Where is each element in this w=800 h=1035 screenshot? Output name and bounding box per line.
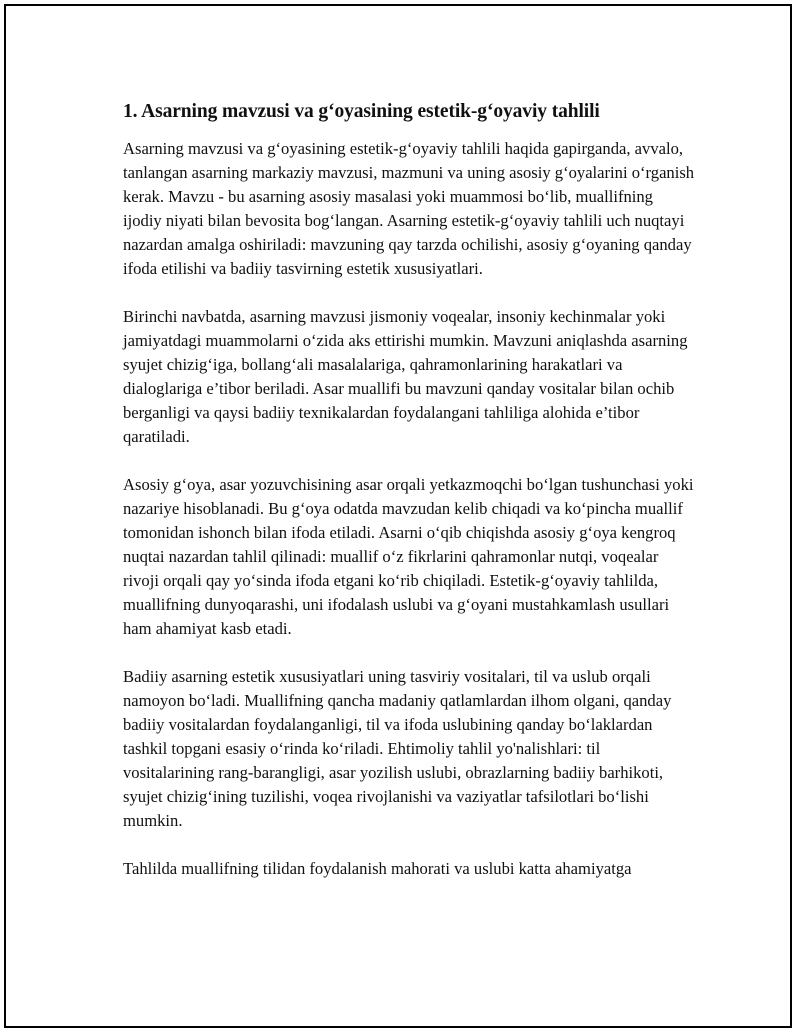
paragraph-1: Asarning mavzusi va g‘oyasining estetik-g‘oyaviy tahlili haqida gapirganda, avvalo, tanlangan asarning markaziy mavzusi, mazmuni va uning asosiy g‘oyalarini o‘rganish kerak. Mavzu - bu asarning asosiy masalasi yoki muammosi bo‘lib, muallifning ijodiy niyati bilan bevosita bog‘langan. Asarning estetik-g‘oyaviy tahlili uch nuqtayi nazardan amalga oshiriladi: mavzuning qay tarzda ochilishi, asosiy g‘oyaning qanday ifoda etilishi va badiiy tasvirning estetik xususiyatlari. [123,139,695,278]
section-title: 1. Asarning mavzusi va g‘oyasining estetik-g‘oyaviy tahlili [123,101,600,122]
page-frame [4,4,792,1028]
paragraph-2: Birinchi navbatda, asarning mavzusi jismoniy voqealar, insoniy kechinmalar yoki jamiyatdagi muammolarni o‘zida aks ettirishi mumkin. Mavzuni aniqlashda asarning syujet chizig‘iga, bollang‘ali masalalariga, qahramonlarining harakatlari va dialoglariga e’tibor beriladi. Asar muallifi bu mavzuni qanday vositalar bilan ochib berganligi va qaysi badiiy texnikalardan foydalangani tahliliga alohida e’tibor qaratiladi. [123,307,688,446]
paragraph-4: Badiiy asarning estetik xususiyatlari uning tasviriy vositalari, til va uslub orqali namoyon bo‘ladi. Muallifning qancha madaniy qatlamlardan ilhom olgani, qanday badiiy vositalardan foydalanganligi, til va ifoda uslubining qanday bo‘laklardan tashkil topgani esasiy o‘rinda ko‘riladi. Ehtimoliy tahlil yo'nalishlari: til vositalarining rang-barangligi, asar yozilish uslubi, obrazlarning badiiy barhikoti, syujet chizig‘ining tuzilishi, voqea rivojlanishi va vaziyatlar tafsilotlari bo‘lishi mumkin. [123,667,672,830]
document-body [123,99,695,881]
paragraph-5: Tahlilda muallifning tilidan foydalanish mahorati va uslubi katta ahamiyatga [123,859,632,878]
paragraph-3: Asosiy g‘oya, asar yozuvchisining asar orqali yetkazmoqchi bo‘lgan tushunchasi yoki nazariye hisoblanadi. Bu g‘oya odatda mavzudan kelib chiqadi va ko‘pincha muallif tomonidan ishonch bilan ifoda etiladi. Asarni o‘qib chiqishda asosiy g‘oya kengroq nuqtai nazardan tahlil qilinadi: muallif o‘z fikrlarini qahramonlar nutqi, voqealar rivoji orqali qay yo‘sinda ifoda etgani ko‘rib chiqiladi. Estetik-g‘oyaviy tahlilda, muallifning dunyoqarashi, uni ifodalash uslubi va g‘oyani mustahkamlash usullari ham ahamiyat kasb etadi. [123,475,694,638]
